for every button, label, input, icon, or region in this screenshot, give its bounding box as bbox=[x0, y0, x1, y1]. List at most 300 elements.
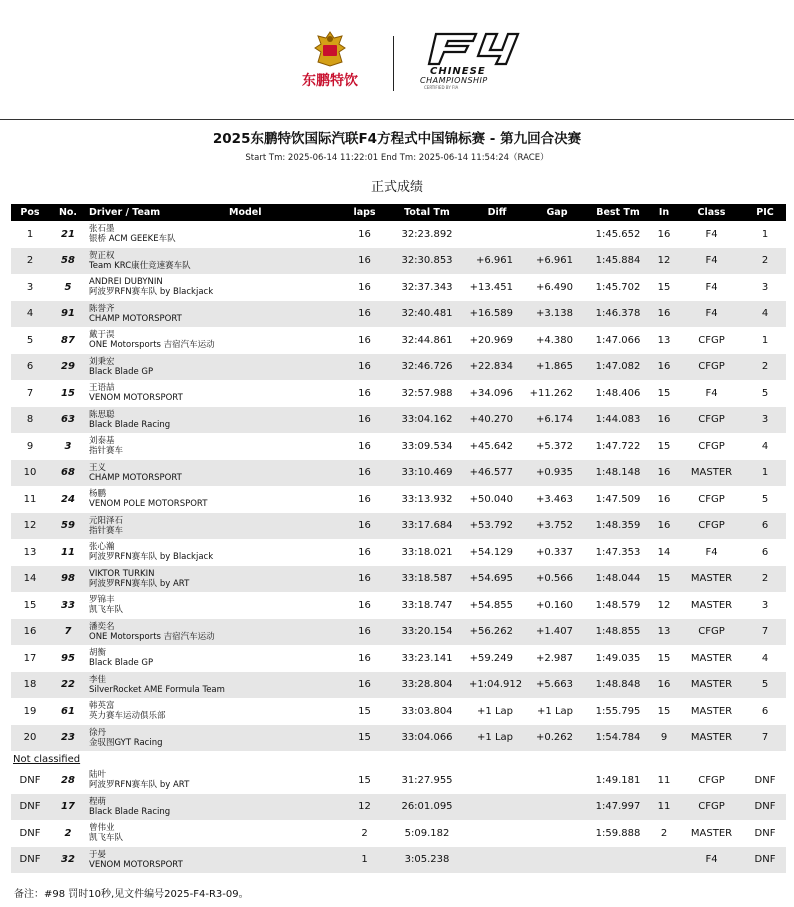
driver-team-cell bbox=[87, 354, 227, 381]
gap-cell bbox=[527, 794, 587, 821]
team-name: CHAMP MOTORSPORT bbox=[89, 472, 182, 483]
model-cell bbox=[227, 725, 342, 752]
pic-cell: DNF bbox=[744, 847, 786, 874]
car-number-cell: 87 bbox=[61, 334, 75, 346]
gap-cell: +4.380 bbox=[535, 334, 573, 346]
in-lap-cell: 16 bbox=[649, 407, 679, 434]
class-cell: CFGP bbox=[679, 513, 744, 540]
model-cell bbox=[227, 767, 342, 794]
class-cell: MASTER bbox=[690, 599, 733, 611]
in-lap-cell: 16 bbox=[657, 228, 671, 240]
team-name: 凯飞车队 bbox=[89, 605, 124, 616]
position-cell: 4 bbox=[11, 301, 49, 328]
table-row bbox=[11, 672, 786, 699]
pic-cell: 6 bbox=[761, 705, 769, 717]
position-cell: 15 bbox=[23, 599, 37, 611]
table-row bbox=[11, 274, 786, 301]
column-header-driver-team: Driver / Team bbox=[87, 204, 227, 221]
diff-cell: +54.129 bbox=[469, 546, 513, 558]
in-lap-cell: 11 bbox=[657, 774, 671, 786]
best-time-cell: 1:47.082 bbox=[587, 354, 649, 381]
best-time-cell: 1:47.509 bbox=[595, 493, 641, 505]
driver-name: 王语喆 bbox=[89, 383, 115, 394]
class-cell: F4 bbox=[679, 248, 744, 275]
model-cell bbox=[227, 513, 342, 540]
class-cell: F4 bbox=[705, 546, 718, 558]
pic-cell: 3 bbox=[761, 599, 769, 611]
diff-cell bbox=[467, 221, 527, 248]
total-time-cell: 26:01.095 bbox=[387, 794, 467, 821]
car-number-cell: 29 bbox=[49, 354, 87, 381]
class-cell: MASTER bbox=[679, 566, 744, 593]
position-cell: 12 bbox=[11, 513, 49, 540]
team-name: Team KRC康仕竞速赛车队 bbox=[89, 260, 191, 271]
position-cell: 5 bbox=[26, 334, 34, 346]
class-cell: F4 bbox=[705, 281, 718, 293]
car-number-cell: 95 bbox=[61, 652, 75, 664]
driver-team-cell bbox=[87, 725, 227, 752]
total-time-cell: 32:57.988 bbox=[401, 387, 453, 399]
position-cell: DNF bbox=[19, 827, 41, 839]
table-row bbox=[11, 820, 786, 847]
car-number-cell: 21 bbox=[61, 228, 75, 240]
pic-cell: 3 bbox=[761, 281, 769, 293]
gap-cell bbox=[527, 221, 587, 248]
diff-cell bbox=[467, 767, 527, 794]
team-name: 阿波罗RFN赛车队 by ART bbox=[89, 578, 190, 589]
model-cell bbox=[227, 539, 342, 566]
driver-name: VIKTOR TURKIN bbox=[89, 568, 155, 579]
diff-cell: +1 Lap bbox=[467, 725, 527, 752]
driver-team-cell bbox=[87, 619, 227, 646]
total-time-cell: 33:18.587 bbox=[387, 566, 467, 593]
best-time-cell: 1:48.148 bbox=[587, 460, 649, 487]
header-logos bbox=[0, 30, 794, 95]
class-cell: F4 bbox=[705, 228, 718, 240]
f4-chinese-championship-logo bbox=[418, 32, 528, 92]
laps-cell: 15 bbox=[342, 725, 387, 752]
model-cell bbox=[227, 433, 342, 460]
driver-name: 曾伟业 bbox=[89, 823, 115, 834]
driver-name: 韩英富 bbox=[89, 701, 115, 712]
gap-cell: +0.935 bbox=[527, 460, 587, 487]
diff-cell bbox=[467, 820, 527, 847]
table-row bbox=[11, 380, 786, 407]
team-name: 阿波罗RFN赛车队 by ART bbox=[89, 780, 190, 791]
team-name: Black Blade GP bbox=[89, 366, 154, 377]
driver-team-cell bbox=[87, 847, 227, 874]
laps-cell: 16 bbox=[358, 281, 371, 293]
best-time-cell: 1:49.181 bbox=[595, 774, 641, 786]
position-cell: 18 bbox=[11, 672, 49, 699]
car-number-cell: 3 bbox=[64, 440, 72, 452]
best-time-cell: 1:59.888 bbox=[595, 827, 641, 839]
position-cell: 7 bbox=[26, 387, 34, 399]
model-cell bbox=[227, 407, 342, 434]
diff-cell: +59.249 bbox=[469, 652, 513, 664]
total-time-cell: 33:04.162 bbox=[387, 407, 467, 434]
diff-cell: +34.096 bbox=[469, 387, 513, 399]
table-row bbox=[11, 433, 786, 460]
chinese-wordmark: CHINESE bbox=[430, 66, 486, 77]
driver-team-cell bbox=[87, 645, 227, 672]
pic-cell: 4 bbox=[744, 301, 786, 328]
gap-cell: +1 Lap bbox=[537, 705, 573, 717]
driver-team-cell bbox=[87, 248, 227, 275]
total-time-cell: 33:10.469 bbox=[387, 460, 467, 487]
team-name: 阿波罗RFN赛车队 by Blackjack bbox=[89, 552, 214, 563]
model-cell bbox=[227, 645, 342, 672]
car-number-cell: 33 bbox=[61, 599, 75, 611]
diff-cell: +56.262 bbox=[467, 619, 527, 646]
total-time-cell: 33:03.804 bbox=[401, 705, 453, 717]
diff-cell: +1 Lap bbox=[477, 705, 513, 717]
best-time-cell: 1:54.784 bbox=[587, 725, 649, 752]
gap-cell bbox=[527, 847, 587, 874]
diff-cell: +54.855 bbox=[469, 599, 513, 611]
position-cell: 3 bbox=[26, 281, 34, 293]
best-time-cell: 1:46.378 bbox=[587, 301, 649, 328]
pic-cell: 1 bbox=[744, 460, 786, 487]
class-cell: CFGP bbox=[679, 619, 744, 646]
position-cell: 13 bbox=[23, 546, 37, 558]
diff-cell: +50.040 bbox=[469, 493, 513, 505]
class-cell: MASTER bbox=[690, 827, 733, 839]
position-cell: DNF bbox=[19, 774, 41, 786]
best-time-cell: 1:48.848 bbox=[587, 672, 649, 699]
table-row bbox=[11, 248, 786, 275]
model-cell bbox=[227, 592, 342, 619]
team-name: 凯飞车队 bbox=[89, 833, 124, 844]
total-time-cell: 32:23.892 bbox=[401, 228, 453, 240]
laps-cell: 16 bbox=[358, 493, 371, 505]
driver-team-cell bbox=[87, 221, 227, 248]
laps-cell: 16 bbox=[358, 334, 371, 346]
best-time-cell: 1:45.652 bbox=[595, 228, 641, 240]
class-cell: CFGP bbox=[698, 493, 725, 505]
table-row bbox=[11, 698, 786, 725]
laps-cell: 16 bbox=[342, 248, 387, 275]
gap-cell: +0.262 bbox=[527, 725, 587, 752]
laps-cell: 16 bbox=[358, 440, 371, 452]
best-time-cell: 1:47.353 bbox=[595, 546, 641, 558]
in-lap-cell: 11 bbox=[649, 794, 679, 821]
in-lap-cell: 16 bbox=[649, 460, 679, 487]
car-number-cell: 61 bbox=[61, 705, 75, 717]
table-row bbox=[11, 221, 786, 248]
best-time-cell: 1:45.884 bbox=[587, 248, 649, 275]
model-cell bbox=[227, 327, 342, 354]
laps-cell: 16 bbox=[358, 599, 371, 611]
driver-name: 贺正权 bbox=[89, 250, 115, 261]
column-header-total-tm: Total Tm bbox=[387, 204, 467, 221]
table-row bbox=[11, 486, 786, 513]
team-name: VENOM POLE MOTORSPORT bbox=[89, 499, 208, 510]
driver-name: 刘秉宏 bbox=[89, 356, 115, 367]
car-number-cell: 59 bbox=[49, 513, 87, 540]
pic-cell: 5 bbox=[761, 387, 769, 399]
driver-name: 张心瀚 bbox=[89, 542, 115, 553]
team-name: 阿波罗RFN赛车队 by Blackjack bbox=[89, 287, 214, 298]
class-cell: CFGP bbox=[679, 407, 744, 434]
class-cell: CFGP bbox=[698, 334, 725, 346]
position-cell: 10 bbox=[11, 460, 49, 487]
team-name: 金驭图GYT Racing bbox=[89, 737, 163, 748]
pic-cell: 2 bbox=[744, 354, 786, 381]
driver-team-cell bbox=[87, 380, 227, 407]
pic-cell: 1 bbox=[761, 228, 769, 240]
team-name: VENOM MOTORSPORT bbox=[89, 859, 183, 870]
table-header-row bbox=[11, 204, 786, 221]
driver-name: 张石墨 bbox=[89, 224, 115, 235]
not-classified-row bbox=[11, 751, 786, 767]
driver-team-cell bbox=[87, 794, 227, 821]
best-time-cell: 1:48.579 bbox=[595, 599, 641, 611]
car-number-cell: 23 bbox=[49, 725, 87, 752]
diff-cell: +40.270 bbox=[467, 407, 527, 434]
diff-cell: +54.695 bbox=[467, 566, 527, 593]
driver-team-cell bbox=[87, 820, 227, 847]
model-cell bbox=[227, 221, 342, 248]
gap-cell bbox=[527, 767, 587, 794]
model-cell bbox=[227, 380, 342, 407]
model-cell bbox=[227, 672, 342, 699]
gap-cell: +2.987 bbox=[535, 652, 573, 664]
team-name: Black Blade Racing bbox=[89, 419, 171, 430]
dongpeng-logo bbox=[304, 30, 360, 92]
pic-cell: 4 bbox=[761, 440, 769, 452]
table-row bbox=[11, 794, 786, 821]
total-time-cell: 33:20.154 bbox=[387, 619, 467, 646]
in-lap-cell: 13 bbox=[657, 334, 671, 346]
team-name: CHAMP MOTORSPORT bbox=[89, 313, 182, 324]
table-row bbox=[11, 592, 786, 619]
laps-cell: 16 bbox=[342, 407, 387, 434]
model-cell bbox=[227, 619, 342, 646]
column-header-no: No. bbox=[49, 204, 87, 221]
in-lap-cell: 16 bbox=[649, 672, 679, 699]
column-header-class: Class bbox=[679, 204, 744, 221]
in-lap-cell: 15 bbox=[657, 440, 671, 452]
best-time-cell: 1:44.083 bbox=[587, 407, 649, 434]
gap-cell: +0.160 bbox=[535, 599, 573, 611]
position-cell: 6 bbox=[11, 354, 49, 381]
team-name: ONE Motorsports 吉宿汽车运动 bbox=[89, 631, 215, 642]
column-header-model: Model bbox=[227, 204, 342, 221]
total-time-cell: 33:09.534 bbox=[401, 440, 453, 452]
laps-cell: 16 bbox=[342, 619, 387, 646]
in-lap-cell: 16 bbox=[657, 493, 671, 505]
total-time-cell: 31:27.955 bbox=[401, 774, 453, 786]
logo-divider bbox=[393, 36, 394, 91]
column-header-in: In bbox=[649, 204, 679, 221]
car-number-cell: 58 bbox=[49, 248, 87, 275]
position-cell: 20 bbox=[11, 725, 49, 752]
table-row bbox=[11, 513, 786, 540]
driver-team-cell bbox=[87, 327, 227, 354]
car-number-cell: 68 bbox=[49, 460, 87, 487]
model-cell bbox=[227, 698, 342, 725]
best-time-cell: 1:55.795 bbox=[595, 705, 641, 717]
driver-name: 杨鹏 bbox=[89, 489, 107, 500]
laps-cell: 15 bbox=[358, 774, 371, 786]
position-cell: 16 bbox=[11, 619, 49, 646]
gap-cell: +1.865 bbox=[527, 354, 587, 381]
model-cell bbox=[227, 460, 342, 487]
model-cell bbox=[227, 566, 342, 593]
gap-cell: +6.961 bbox=[527, 248, 587, 275]
driver-name: 陈思聪 bbox=[89, 409, 115, 420]
driver-team-cell bbox=[87, 407, 227, 434]
position-cell: 9 bbox=[26, 440, 34, 452]
in-lap-cell: 12 bbox=[657, 599, 671, 611]
certified-wordmark: CERTIFIED BY FIA bbox=[424, 85, 459, 90]
table-row bbox=[11, 460, 786, 487]
column-header-diff: Diff bbox=[467, 204, 527, 221]
team-name: SilverRocket AME Formula Team bbox=[89, 684, 225, 695]
results-table bbox=[11, 204, 786, 873]
laps-cell: 12 bbox=[342, 794, 387, 821]
in-lap-cell: 16 bbox=[649, 513, 679, 540]
in-lap-cell: 16 bbox=[649, 301, 679, 328]
total-time-cell: 33:17.684 bbox=[387, 513, 467, 540]
diff-cell: +13.451 bbox=[469, 281, 513, 293]
laps-cell: 16 bbox=[342, 513, 387, 540]
team-name: VENOM MOTORSPORT bbox=[89, 393, 183, 404]
laps-cell: 16 bbox=[358, 546, 371, 558]
class-cell: F4 bbox=[705, 387, 718, 399]
in-lap-cell: 13 bbox=[649, 619, 679, 646]
team-name: ONE Motorsports 吉宿汽车运动 bbox=[89, 340, 215, 351]
race-timings: Start Tm: 2025-06-14 11:22:01 End Tm: 2025-06-14 11:54:24（RACE） bbox=[245, 153, 549, 163]
column-header-laps: laps bbox=[342, 204, 387, 221]
f4-wordmark-icon bbox=[418, 32, 528, 66]
column-header-pic: PIC bbox=[744, 204, 786, 221]
laps-cell: 16 bbox=[342, 672, 387, 699]
total-time-cell: 32:37.343 bbox=[401, 281, 453, 293]
gap-cell: +11.262 bbox=[529, 387, 573, 399]
total-time-cell: 32:40.481 bbox=[387, 301, 467, 328]
position-cell: 8 bbox=[11, 407, 49, 434]
team-name: Black Blade Racing bbox=[89, 806, 171, 817]
table-row bbox=[11, 539, 786, 566]
car-number-cell: 15 bbox=[61, 387, 75, 399]
driver-team-cell bbox=[87, 672, 227, 699]
model-cell bbox=[227, 274, 342, 301]
diff-cell bbox=[467, 847, 527, 874]
table-row bbox=[11, 566, 786, 593]
best-time-cell: 1:48.855 bbox=[587, 619, 649, 646]
class-cell: CFGP bbox=[698, 774, 725, 786]
gap-cell: +0.566 bbox=[527, 566, 587, 593]
table-row bbox=[11, 301, 786, 328]
driver-team-cell bbox=[87, 274, 227, 301]
laps-cell: 16 bbox=[358, 652, 371, 664]
column-header-best-tm: Best Tm bbox=[587, 204, 649, 221]
total-time-cell: 33:23.141 bbox=[401, 652, 453, 664]
diff-cell: +53.792 bbox=[467, 513, 527, 540]
team-name: 银桥 ACM GEEKE车队 bbox=[89, 234, 176, 245]
laps-cell: 2 bbox=[361, 827, 368, 839]
car-number-cell: 98 bbox=[49, 566, 87, 593]
driver-team-cell bbox=[87, 301, 227, 328]
laps-cell: 16 bbox=[342, 354, 387, 381]
car-number-cell: 5 bbox=[64, 281, 72, 293]
position-cell: DNF bbox=[11, 794, 49, 821]
team-name: 指针赛车 bbox=[89, 446, 124, 457]
team-name: 英力赛车运动俱乐部 bbox=[89, 711, 166, 722]
driver-name: 戴于淏 bbox=[89, 330, 115, 341]
pic-cell: 2 bbox=[744, 248, 786, 275]
position-cell: 19 bbox=[23, 705, 37, 717]
model-cell bbox=[227, 847, 342, 874]
best-time-cell: 1:48.044 bbox=[587, 566, 649, 593]
in-lap-cell: 9 bbox=[649, 725, 679, 752]
column-header-gap: Gap bbox=[527, 204, 587, 221]
laps-cell: 16 bbox=[358, 228, 371, 240]
gap-cell: +1.407 bbox=[527, 619, 587, 646]
model-cell bbox=[227, 486, 342, 513]
diff-cell bbox=[467, 794, 527, 821]
total-time-cell: 5:09.182 bbox=[404, 827, 450, 839]
model-cell bbox=[227, 354, 342, 381]
table-row bbox=[11, 619, 786, 646]
driver-name: 罗锦丰 bbox=[89, 595, 115, 606]
not-classified-label: Not classified bbox=[11, 751, 786, 767]
position-cell: 1 bbox=[26, 228, 34, 240]
best-time-cell: 1:47.066 bbox=[595, 334, 641, 346]
laps-cell: 1 bbox=[342, 847, 387, 874]
gap-cell: +3.138 bbox=[527, 301, 587, 328]
class-cell: CFGP bbox=[698, 440, 725, 452]
table-row bbox=[11, 645, 786, 672]
total-time-cell: 33:28.804 bbox=[387, 672, 467, 699]
in-lap-cell: 12 bbox=[649, 248, 679, 275]
table-row bbox=[11, 725, 786, 752]
table-row bbox=[11, 407, 786, 434]
driver-name: 王义 bbox=[89, 462, 107, 473]
driver-team-cell bbox=[87, 698, 227, 725]
pic-cell: DNF bbox=[754, 774, 776, 786]
gap-cell: +0.337 bbox=[535, 546, 573, 558]
laps-cell: 15 bbox=[358, 705, 371, 717]
best-time-cell: 1:48.359 bbox=[587, 513, 649, 540]
total-time-cell: 3:05.238 bbox=[387, 847, 467, 874]
laps-cell: 16 bbox=[358, 387, 371, 399]
best-time-cell: 1:48.406 bbox=[595, 387, 641, 399]
total-time-cell: 32:46.726 bbox=[387, 354, 467, 381]
pic-cell: 3 bbox=[744, 407, 786, 434]
diff-cell: +45.642 bbox=[469, 440, 513, 452]
header-rule bbox=[0, 119, 794, 120]
best-time-cell bbox=[587, 847, 649, 874]
class-cell: MASTER bbox=[679, 725, 744, 752]
table-row bbox=[11, 767, 786, 794]
pic-cell: 5 bbox=[761, 493, 769, 505]
pic-cell: 2 bbox=[744, 566, 786, 593]
driver-name: 陈誉齐 bbox=[89, 303, 115, 314]
driver-team-cell bbox=[87, 433, 227, 460]
in-lap-cell: 15 bbox=[657, 705, 671, 717]
gap-cell: +5.663 bbox=[527, 672, 587, 699]
position-cell: 17 bbox=[23, 652, 37, 664]
best-time-cell: 1:47.997 bbox=[587, 794, 649, 821]
pic-cell: 7 bbox=[744, 725, 786, 752]
gap-cell: +3.463 bbox=[535, 493, 573, 505]
table-row bbox=[11, 327, 786, 354]
laps-cell: 16 bbox=[342, 566, 387, 593]
car-number-cell: 24 bbox=[61, 493, 75, 505]
